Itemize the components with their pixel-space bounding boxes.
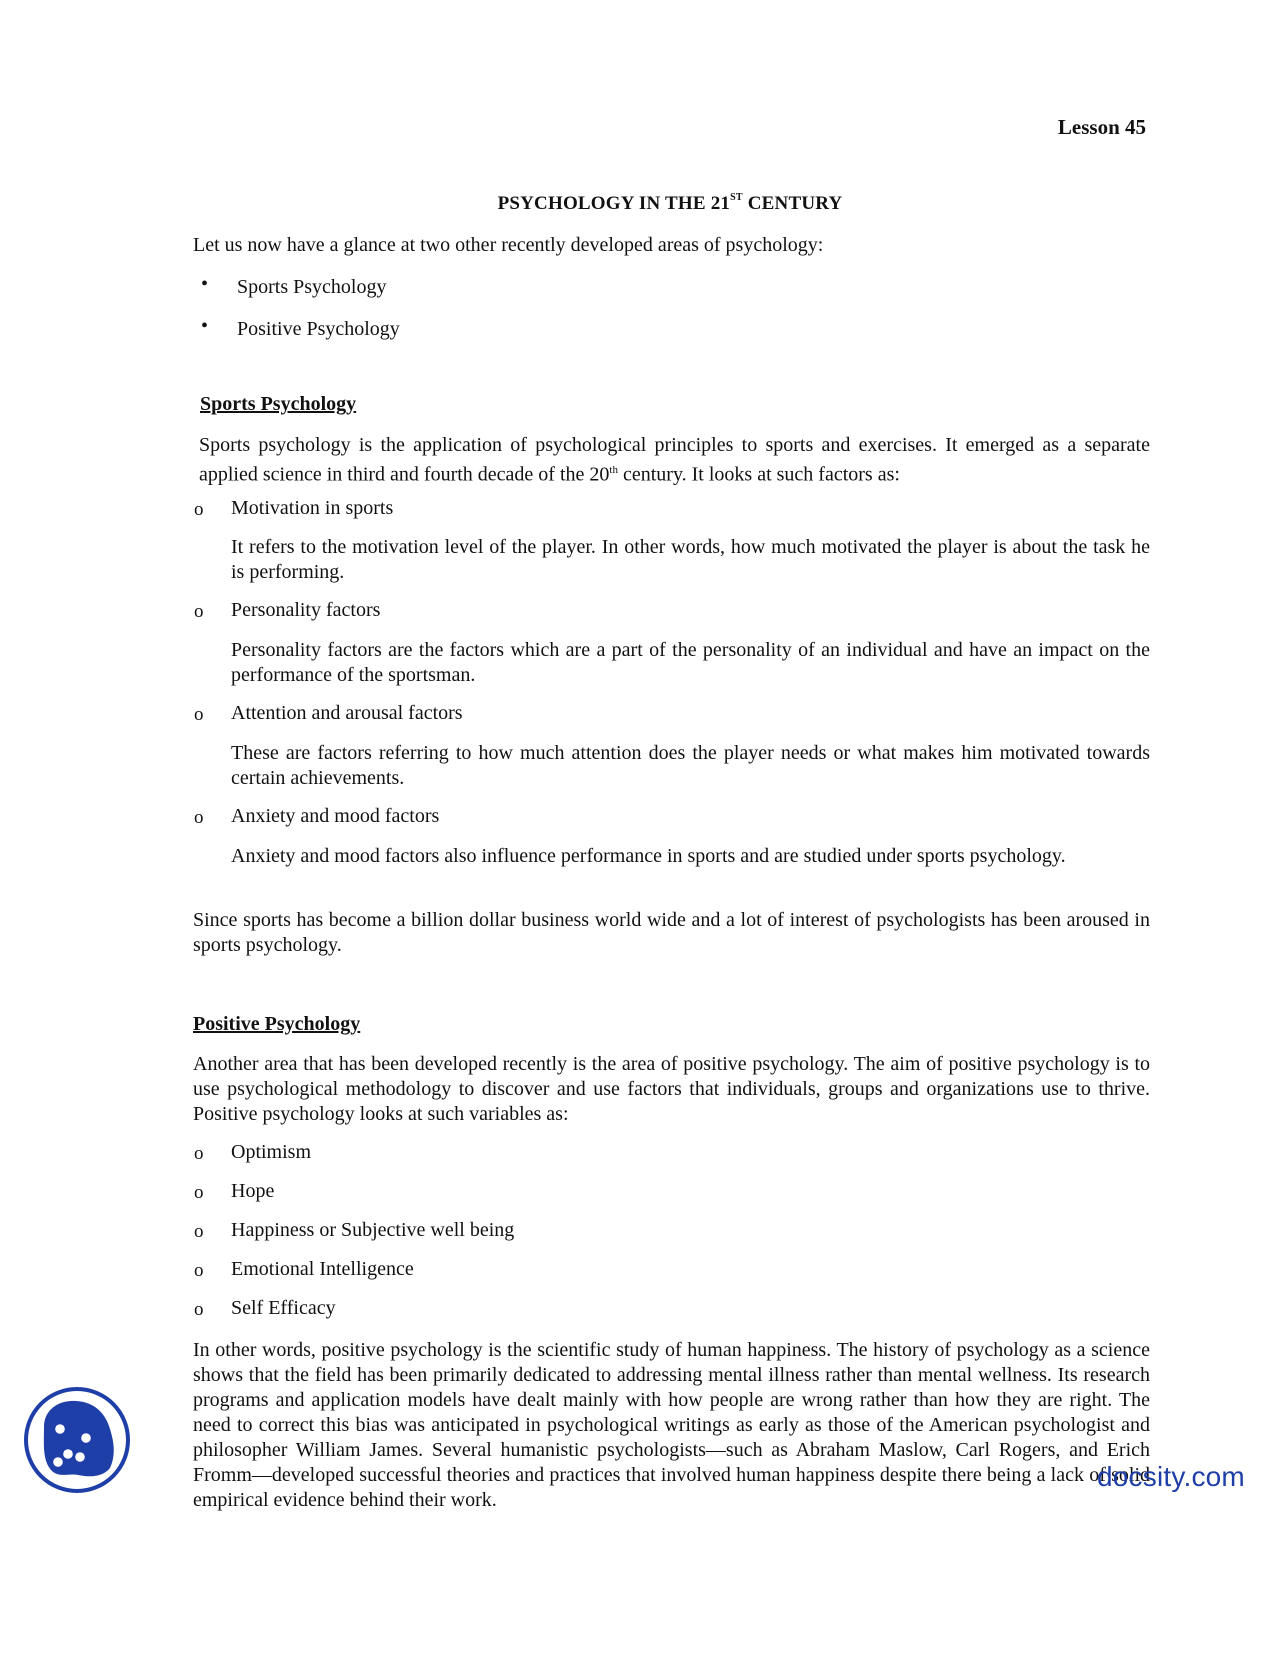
list-item: Positive Psychology bbox=[237, 318, 400, 340]
bullet-circle: o bbox=[194, 1143, 204, 1164]
variable-item: Hope bbox=[231, 1180, 275, 1202]
sports-intro-paragraph: Sports psychology is the application of psychological principles to sports and exercises. It emerged as a separate applied science in third and fourth decade of the 20th century. It looks at such factors as: bbox=[199, 434, 1150, 486]
variable-item: Happiness or Subjective well being bbox=[231, 1219, 515, 1241]
sports-closing-paragraph: Since sports has become a billion dollar business world wide and a lot of interest of psychologists has been aroused in sports psychology. bbox=[193, 909, 1150, 956]
positive-intro-paragraph: Another area that has been developed recently is the area of positive psychology. The aim of positive psychology is to use psychological methodology to discover and use factors that individuals, groups and organizations use to thrive. Positive psychology looks at such variables as: bbox=[193, 1053, 1150, 1125]
factor-description: Personality factors are the factors which are a part of the personality of an individual and have an impact on the performance of the sportsman. bbox=[231, 639, 1150, 686]
bullet-circle: o bbox=[194, 1260, 204, 1281]
bullet-circle: o bbox=[194, 1299, 204, 1320]
section-heading-sports: Sports Psychology bbox=[200, 393, 357, 415]
section-heading-positive: Positive Psychology bbox=[193, 1013, 361, 1035]
docsity-watermark[interactable]: docsity.com bbox=[1097, 1461, 1245, 1492]
variable-item: Emotional Intelligence bbox=[231, 1258, 414, 1280]
factor-name: Attention and arousal factors bbox=[231, 702, 463, 724]
bullet-circle: o bbox=[194, 499, 204, 520]
bullet-dot: • bbox=[201, 273, 209, 295]
bullet-circle: o bbox=[194, 1221, 204, 1242]
factor-name: Motivation in sports bbox=[231, 497, 394, 519]
factor-name: Personality factors bbox=[231, 599, 381, 621]
docsity-logo-icon[interactable] bbox=[22, 1385, 132, 1495]
positive-closing-paragraph: In other words, positive psychology is the scientific study of human happiness. The history of psychology as a science shows that the field has been primarily dedicated to addressing mental illness rather than mental wellness. Its research programs and application models have dealt mainly with how people are wrong rather than how they are right. The need to correct this bias was anticipated in psychological writings as early as those of the American psychologist and philosopher William James. Several humanistic psychologists—such as Abraham Maslow, Carl Rogers, and Erich Fromm—developed successful theories and practices that involved human happiness despite there being a lack of solid empirical evidence behind their work. bbox=[193, 1339, 1150, 1511]
page-title: PSYCHOLOGY IN THE 21ST CENTURY bbox=[497, 191, 843, 214]
factor-description: These are factors referring to how much attention does the player needs or what makes him motivated towards certain achievements. bbox=[231, 742, 1150, 789]
list-item: Sports Psychology bbox=[237, 276, 387, 298]
factor-name: Anxiety and mood factors bbox=[231, 805, 440, 827]
variable-item: Optimism bbox=[231, 1141, 312, 1163]
intro-text: Let us now have a glance at two other recently developed areas of psychology: bbox=[193, 234, 824, 256]
factor-description: Anxiety and mood factors also influence performance in sports and are studied under sports psychology. bbox=[231, 845, 1066, 867]
bullet-dot: • bbox=[201, 315, 209, 337]
bullet-circle: o bbox=[194, 601, 204, 622]
bullet-circle: o bbox=[194, 1182, 204, 1203]
bullet-circle: o bbox=[194, 807, 204, 828]
factor-description: It refers to the motivation level of the player. In other words, how much motivated the player is about the task he is performing. bbox=[231, 536, 1150, 583]
bullet-circle: o bbox=[194, 704, 204, 725]
lesson-number: Lesson 45 bbox=[1057, 115, 1146, 139]
variable-item: Self Efficacy bbox=[231, 1297, 336, 1319]
